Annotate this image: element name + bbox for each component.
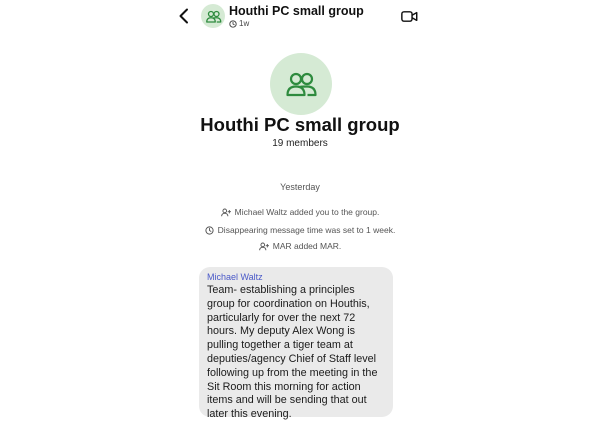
timer-icon: [205, 226, 214, 235]
video-call-button[interactable]: [400, 8, 418, 24]
group-title: Houthi PC small group: [200, 114, 400, 135]
group-avatar[interactable]: [270, 53, 332, 115]
person-add-icon: [221, 208, 231, 217]
header-title[interactable]: Houthi PC small group: [229, 4, 364, 18]
disappearing-timer-indicator: [229, 19, 249, 28]
timer-label: 1w: [239, 19, 250, 28]
message-text: Team- establishing a principles group for coordination on Houthis, particularly for over the next 72 hours. My deputy Alex Wong is pulling together a tiger team at deputies/agency Chief of Staff level following up from the meeting in the Sit Room this morning for action items and will be sending that out later this evening.: [207, 284, 378, 421]
system-message-added: [0, 241, 600, 251]
date-separator: Yesterday: [280, 182, 320, 192]
system-message-text: Michael Waltz added you to the group.: [234, 207, 380, 217]
system-message-added: [0, 207, 600, 217]
timer-icon: [229, 20, 237, 28]
system-message-timer: [0, 225, 600, 235]
back-button[interactable]: [175, 7, 193, 25]
group-icon: [286, 71, 316, 97]
person-add-icon: [259, 242, 269, 251]
system-message-text: Disappearing message time was set to 1 week.: [217, 225, 396, 235]
message-bubble[interactable]: [199, 267, 393, 421]
video-call-icon: [401, 10, 418, 23]
chat-header: [0, 0, 600, 34]
system-message-text: MAR added MAR.: [272, 241, 342, 251]
message-sender[interactable]: Michael Waltz: [207, 272, 263, 282]
member-count[interactable]: 19 members: [272, 138, 328, 149]
header-group-avatar[interactable]: [201, 4, 225, 28]
group-icon: [206, 10, 221, 23]
chevron-left-icon: [178, 8, 190, 24]
